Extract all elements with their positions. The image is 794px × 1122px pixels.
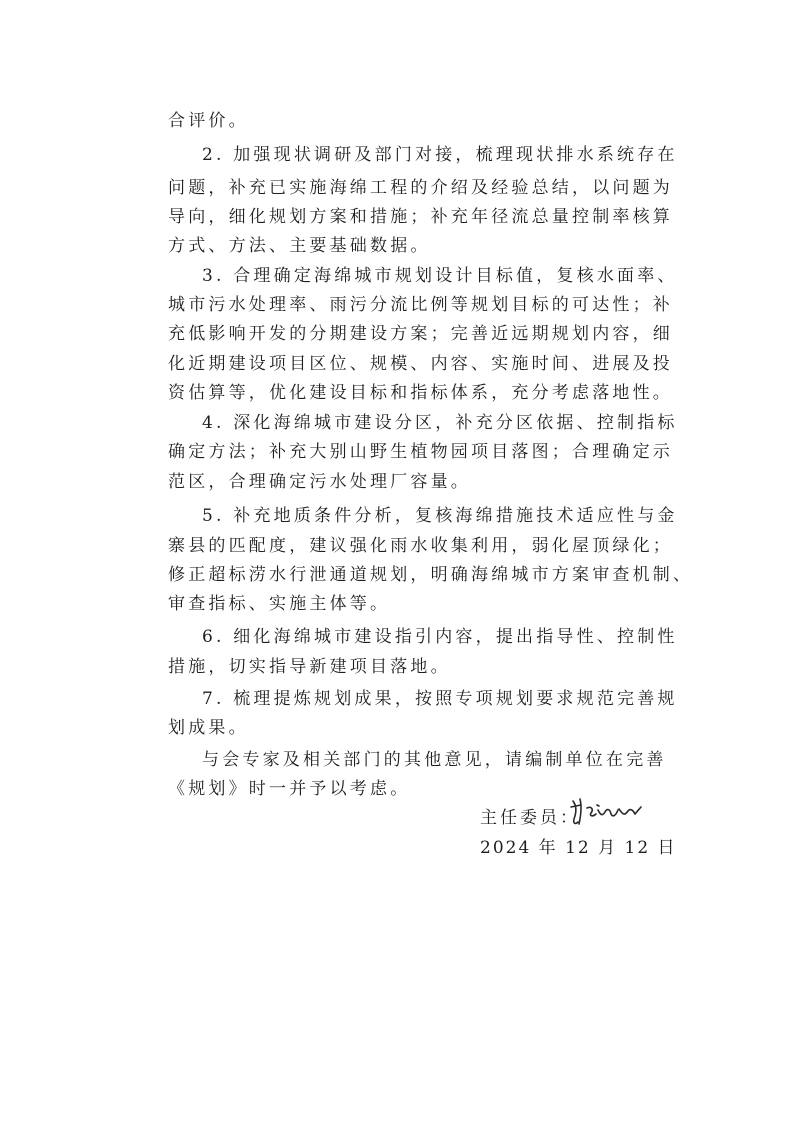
text-line: 措施，切实指导新建项目落地。 bbox=[168, 657, 451, 677]
text-line: 2. 加强现状调研及部门对接，梳理现状排水系统存在 bbox=[202, 145, 678, 165]
text-line: 化近期建设项目区位、规模、内容、实施时间、进展及投 bbox=[168, 354, 673, 374]
text-line: 3. 合理确定海绵城市规划设计目标值，复核水面率、 bbox=[202, 266, 678, 286]
text-line: 寨县的匹配度，建议强化雨水收集利用，弱化屋顶绿化； bbox=[168, 536, 673, 556]
text-line: 5. 补充地质条件分析，复核海绵措施技术适应性与金 bbox=[202, 506, 678, 526]
text-line: 充低影响开发的分期建设方案；完善近远期规划内容，细 bbox=[168, 324, 673, 344]
text-line: 划成果。 bbox=[168, 718, 249, 738]
text-line: 修正超标涝水行泄通道规划，明确海绵城市方案审查机制、 bbox=[168, 565, 694, 585]
signature-label: 主任委员： bbox=[480, 808, 580, 828]
text-line: 7. 梳理提炼规划成果，按照专项规划要求规范完善规 bbox=[202, 689, 678, 709]
text-line: 范区，合理确定污水处理厂容量。 bbox=[168, 472, 471, 492]
handwritten-signature bbox=[567, 795, 647, 829]
text-line: 问题，补充已实施海绵工程的介绍及经验总结，以问题为 bbox=[168, 178, 673, 198]
text-line: 合评价。 bbox=[168, 111, 249, 131]
text-line: 城市污水处理率、雨污分流比例等规划目标的可达性；补 bbox=[168, 295, 673, 315]
text-line: 与会专家及相关部门的其他意见，请编制单位在完善 bbox=[202, 750, 667, 770]
document-date: 2024 年 12 月 12 日 bbox=[480, 838, 677, 858]
text-line: 审查指标、实施主体等。 bbox=[168, 594, 391, 614]
text-line: 4. 深化海绵城市建设分区，补充分区依据、控制指标 bbox=[202, 413, 678, 433]
text-line: 《规划》时一并予以考虑。 bbox=[168, 779, 411, 799]
text-line: 资估算等，优化建设目标和指标体系，充分考虑落地性。 bbox=[168, 383, 673, 403]
text-line: 6. 细化海绵城市建设指引内容，提出指导性、控制性 bbox=[202, 627, 678, 647]
text-line: 导向，细化规划方案和措施；补充年径流总量控制率核算 bbox=[168, 207, 673, 227]
text-line: 确定方法；补充大别山野生植物园项目落图；合理确定示 bbox=[168, 442, 673, 462]
text-line: 方式、方法、主要基础数据。 bbox=[168, 236, 431, 256]
